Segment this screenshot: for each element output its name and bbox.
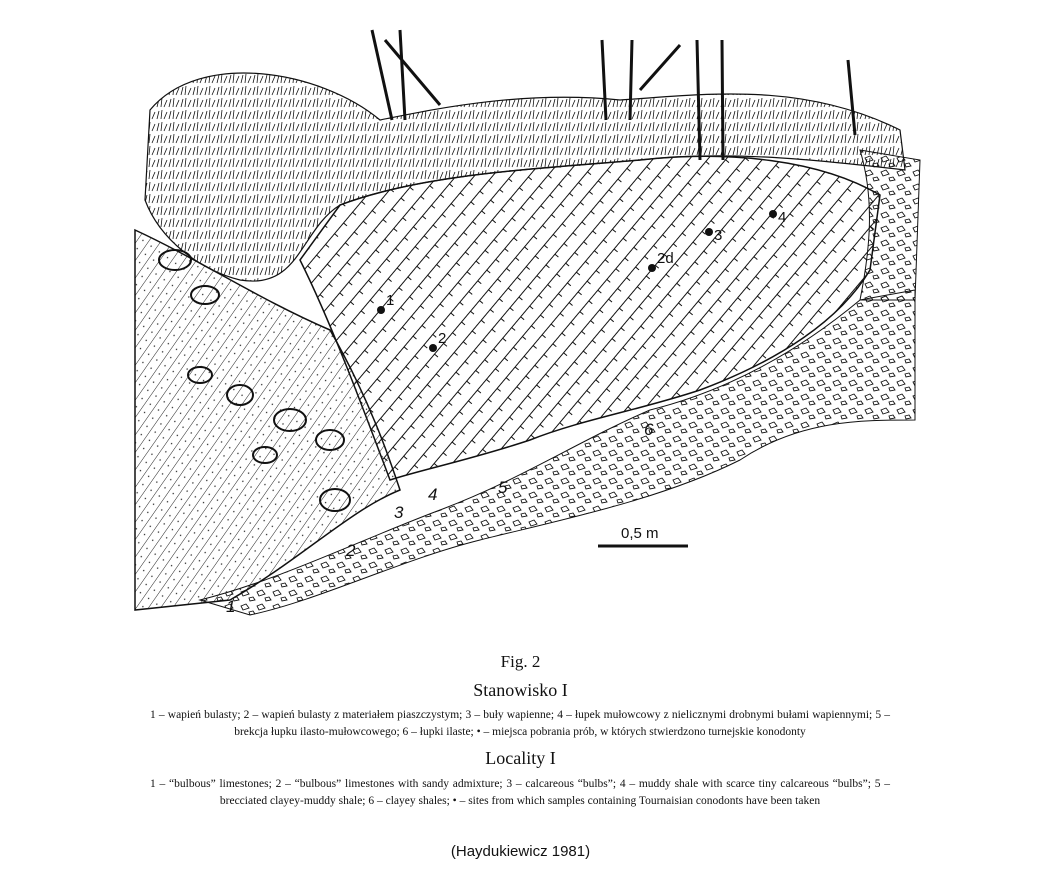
source-citation: (Haydukiewicz 1981) — [450, 843, 591, 860]
scale-bar-label: 0,5 m — [621, 525, 659, 542]
polish-legend: 1 – wapień bulasty; 2 – wapień bulasty z materiałem piaszczystym; 3 – buły wapienne; 4 – łupek mułowcowy z nielicznymi drobnymi bułami wapiennymi; 5 – brekcja łupku ilasto-mułowcowego; 6 – łupki ilaste; • – miejsca pobrania prób, w których stwierdzono turnejskie konodonty — [150, 709, 890, 738]
sample-label-2: 2 — [438, 330, 447, 347]
sample-label-1: 1 — [386, 292, 395, 309]
english-heading: Locality I — [485, 748, 556, 768]
english-legend: 1 – “bulbous” limestones; 2 – “bulbous” limestones with sandy admixture; 3 – calcareous “bulbs”; 4 – muddy shale with scarce tiny calcareous “bulbs”; 5 – brecciated clayey-muddy shale; 6 – clayey shales; • – sites from which samples containing Tournaisian conodonts have been taken — [150, 778, 890, 807]
scale-bar — [598, 525, 688, 546]
polish-heading: Stanowisko I — [473, 680, 568, 700]
unit-label-1: 1 — [226, 597, 236, 616]
unit-label-5: 5 — [498, 478, 508, 497]
unit-label-2: 2 — [346, 541, 356, 560]
unit-label-3: 3 — [394, 503, 404, 522]
sample-label-3: 3 — [714, 227, 723, 244]
right-rubble — [860, 150, 920, 300]
sample-label-2d: 2d — [657, 250, 674, 267]
figure-title: Fig. 2 — [500, 652, 541, 671]
sample-label-4: 4 — [778, 209, 787, 226]
unit-label-4: 4 — [428, 485, 438, 504]
unit-label-6: 6 — [644, 420, 654, 439]
